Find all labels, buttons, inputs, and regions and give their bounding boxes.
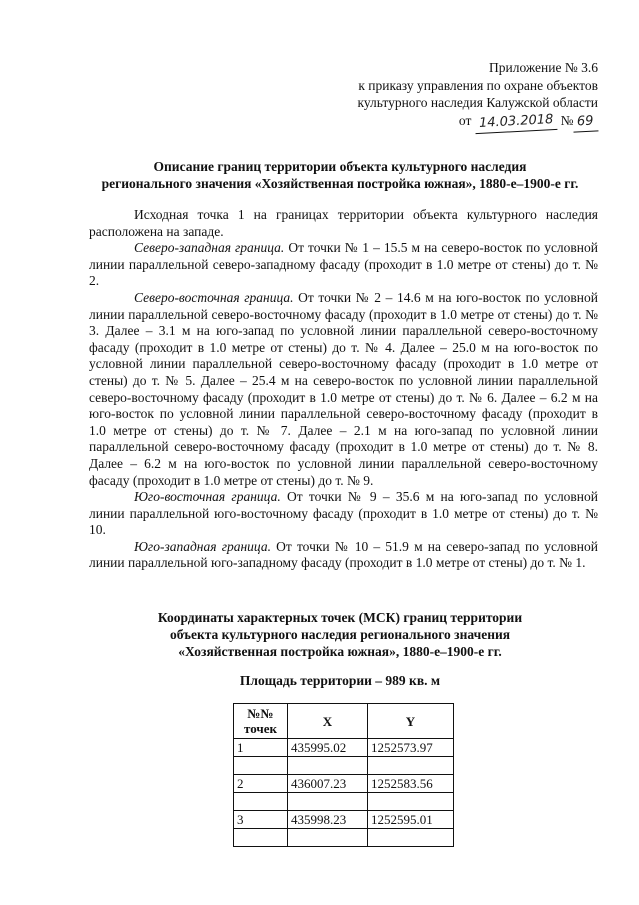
southeast-boundary-paragraph [89,489,598,539]
y-cell: 1252583.56 [368,775,454,793]
point-number-cell [234,757,288,775]
area-title: Площадь территории – 989 кв. м [239,673,441,688]
document-title [60,158,620,192]
document-header [357,59,598,131]
intro-paragraph: Исходная точка 1 на границах территории объекта культурного наследия расположена на западе. [89,207,598,239]
point-number-cell: 3 [234,811,288,829]
table-row [234,757,454,775]
southwest-boundary-label: Юго-западная граница. [134,538,271,554]
title-line-1: Описание границ территории объекта культурного наследия [153,159,527,174]
y-cell [368,793,454,811]
point-number-cell [234,793,288,811]
coordinates-table [233,703,454,847]
y-cell: 1252573.97 [368,739,454,757]
handwritten-date: 14.03.2018 [474,110,557,133]
x-cell [288,829,368,847]
southwest-boundary-paragraph [89,539,598,572]
coordinates-title-line-2: объекта культурного наследия регионального значения [169,627,511,642]
northeast-boundary-label: Северо-восточная граница. [134,289,294,305]
table-row [234,829,454,847]
handwritten-number: 69 [573,112,598,132]
x-cell: 436007.23 [288,775,368,793]
header-point-number: №№ точек [234,704,288,739]
x-cell [288,757,368,775]
title-line-2: регионального значения «Хозяйственная постройка южная», 1880-е–1900-е гг. [101,176,579,191]
table-row [234,793,454,811]
order-date-line [357,112,598,132]
northwest-boundary-text: От точки № 1 – 15.5 м на северо-восток по условной линии параллельной северо-западному фасаду (проходит в 1.0 метре от стены) до т. № 2. [89,240,598,289]
header-x: X [288,704,368,739]
header-y: Y [368,704,454,739]
y-cell [368,829,454,847]
northwest-boundary-label: Северо-западная граница. [134,240,285,256]
number-label: № [560,112,574,128]
y-cell: 1252595.01 [368,811,454,829]
authority-name: культурного наследия Калужской области [357,95,598,110]
northwest-boundary-paragraph [89,240,598,290]
southeast-boundary-text: От точки № 9 – 35.6 м на юго-запад по условной линии параллельной юго-восточному фасаду (проходит в 1.0 метре от стены) до т. № 10. [89,489,599,538]
coordinates-title-line-3: «Хозяйственная постройка южная», 1880-е–1900-е гг. [178,644,502,659]
boundary-description [89,207,598,572]
y-cell [368,757,454,775]
coordinates-title-line-1: Координаты характерных точек (МСК) границ территории [157,610,523,625]
table-header-row [234,704,454,739]
appendix-number: Приложение № 3.6 [489,60,598,75]
southwest-boundary-text: От точки № 10 – 51.9 м на северо-запад по условной линии параллельной юго-западному фасаду (проходит в 1.0 метре от стены) до т. № 1. [89,538,598,571]
x-cell [288,793,368,811]
x-cell: 435995.02 [288,739,368,757]
point-number-cell: 1 [234,739,288,757]
point-number-cell: 2 [234,775,288,793]
northeast-boundary-text: От точки № 2 – 14.6 м на юго-восток по условной линии параллельной северо-восточному фасаду (проходит в 1.0 метре от стены) до т. № 3. Далее – 3.1 м на юго-запад по условной линии параллельной северо-восточному фасаду (проходит в 1.0 метре от стены) до т. № 4. Далее – 25.0 м на юго-восток по условной линии параллельной северо-восточному фасаду (проходит в 1.0 метре от стены) до т. № 5. Далее – 25.4 м на северо-восток по условной линии параллельной северо-восточному фасаду (проходит в 1.0 метре от стены) до т. № 6. Далее – 6.2 м на юго-восток по условной линии параллельной северо-восточному фасаду (проходит в 1.0 метре от стены) до т. № 7. Далее – 2.1 м на юго-запад по условной линии параллельной северо-восточному фасаду (проходит в 1.0 метре от стены) до т. № 8. Далее – 6.2 м на юго-восток по условной линии параллельной северо-восточному фасаду (проходит в 1.0 метре от стены) до т. № 9. [89,289,598,488]
point-number-cell [234,829,288,847]
southeast-boundary-label: Юго-восточная граница. [134,489,281,505]
table-row [234,811,454,829]
x-cell: 435998.23 [288,811,368,829]
from-label: от [458,112,472,128]
northeast-boundary-paragraph [89,290,598,489]
table-row [234,739,454,757]
order-reference: к приказу управления по охране объектов [358,77,598,93]
table-row [234,775,454,793]
coordinates-title [60,609,620,660]
